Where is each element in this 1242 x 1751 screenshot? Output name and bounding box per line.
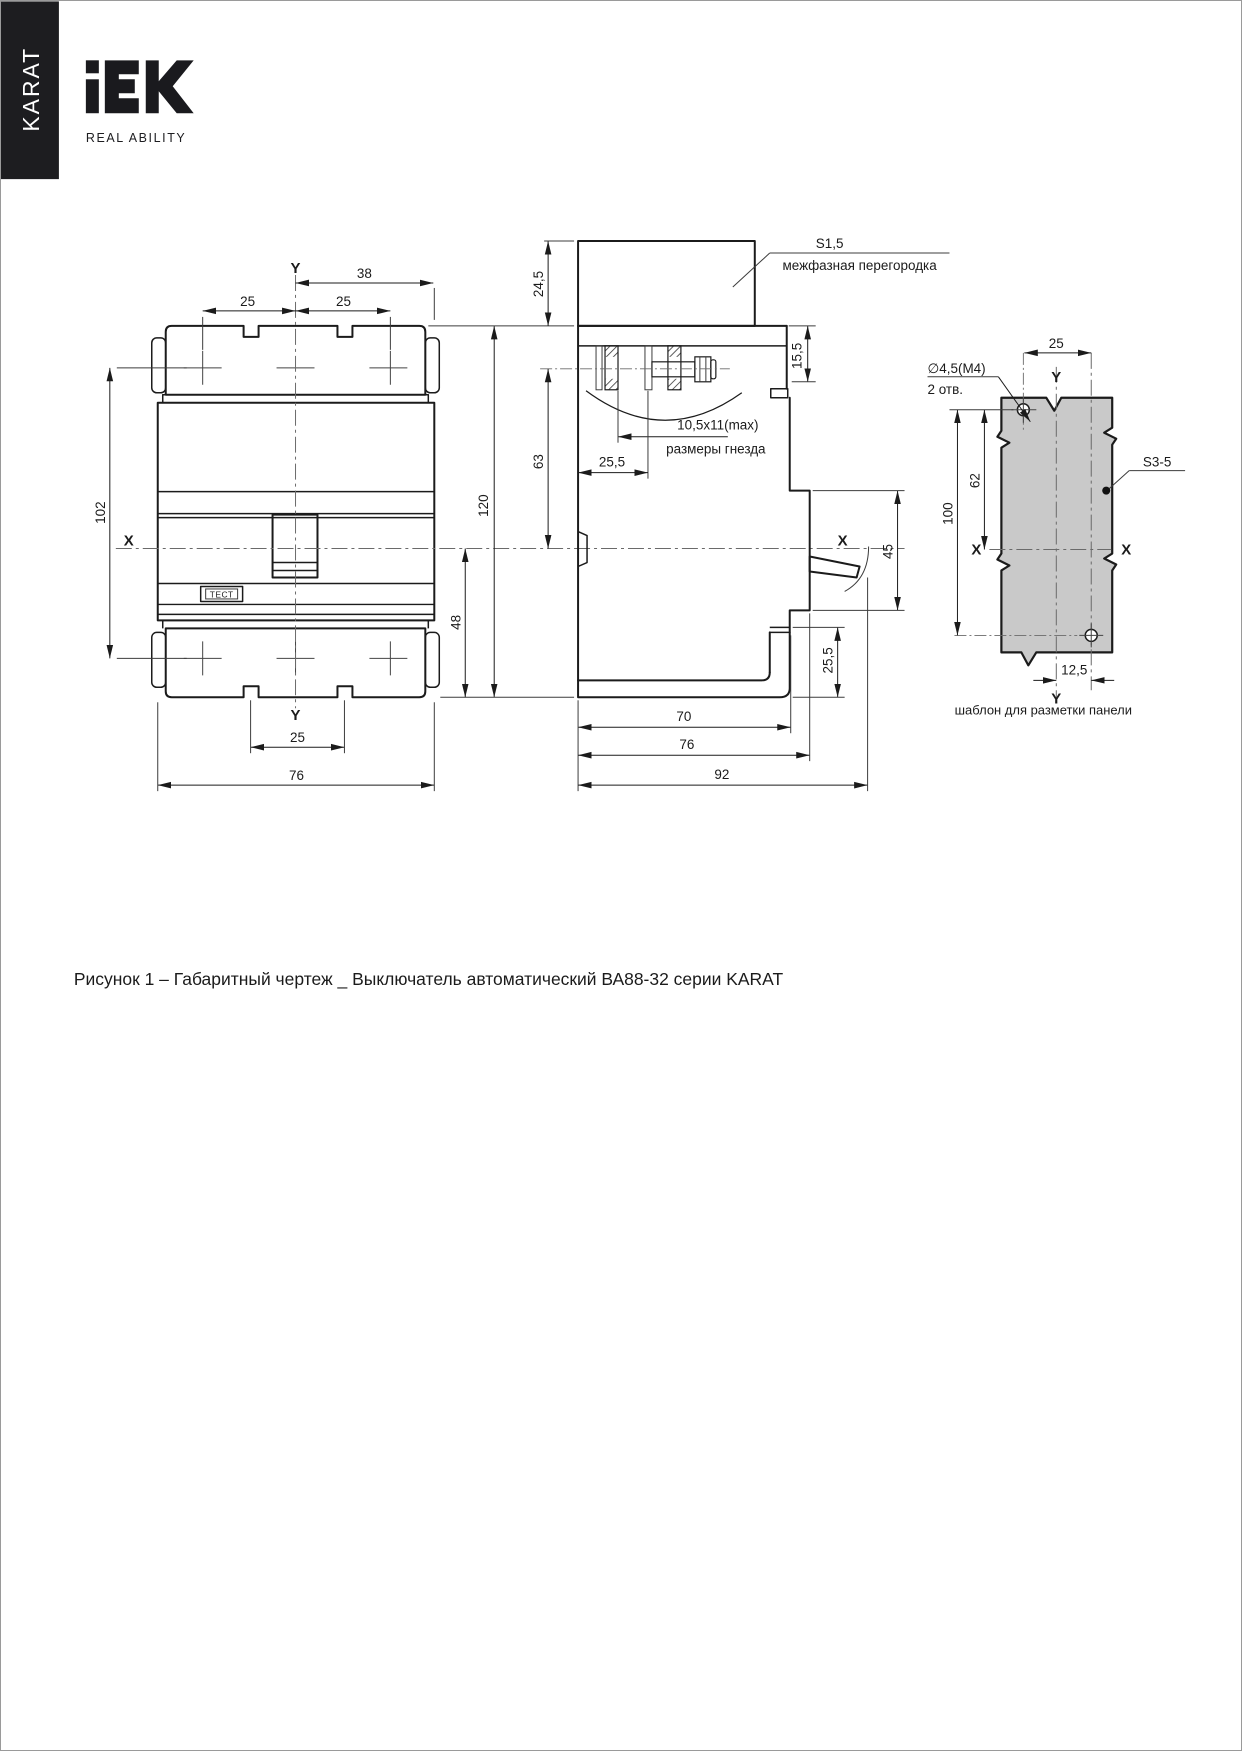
svg-text:70: 70 xyxy=(676,709,692,725)
svg-text:63: 63 xyxy=(531,454,547,470)
svg-text:45: 45 xyxy=(880,544,896,560)
dim-24-5 xyxy=(531,241,574,326)
figure-caption: Рисунок 1 – Габаритный чертеж _ Выключатель автоматический ВА88-32 серии KARAT xyxy=(73,968,784,989)
svg-text:размеры гнезда: размеры гнезда xyxy=(666,441,766,457)
dim-63 xyxy=(531,369,548,549)
dim-38 xyxy=(296,266,435,320)
iek-logo xyxy=(86,60,194,113)
svg-text:76: 76 xyxy=(289,768,305,784)
side-x-label: X xyxy=(837,532,848,550)
svg-text:38: 38 xyxy=(356,265,372,281)
svg-text:10,5x11(max): 10,5x11(max) xyxy=(677,417,759,433)
socket-size-label xyxy=(618,391,766,479)
svg-text:25: 25 xyxy=(290,730,306,746)
svg-text:62: 62 xyxy=(967,473,983,489)
front-view xyxy=(93,260,905,791)
dim-25-left xyxy=(203,294,296,350)
dim-120 xyxy=(428,326,574,697)
svg-text:12,5: 12,5 xyxy=(1061,662,1088,678)
side-view xyxy=(531,236,949,791)
dim-76-side xyxy=(578,613,810,761)
svg-text:24,5: 24,5 xyxy=(531,270,547,298)
svg-text:92: 92 xyxy=(714,767,730,783)
front-x-label: X xyxy=(123,532,134,550)
svg-text:25,5: 25,5 xyxy=(598,454,626,470)
terminal-screw-head xyxy=(695,357,711,382)
header xyxy=(1,1,194,179)
template-x-left-label: X xyxy=(971,541,982,559)
interphase-partition xyxy=(578,241,755,326)
wire-opening-arc xyxy=(586,391,742,420)
karat-vertical-label: KARAT xyxy=(17,46,44,132)
dim-92 xyxy=(578,577,868,791)
test-button xyxy=(201,586,243,601)
svg-text:76: 76 xyxy=(679,737,695,753)
dim-25-right xyxy=(296,294,391,350)
dim-25-5-upper xyxy=(578,455,648,473)
svg-text:25,5: 25,5 xyxy=(820,647,836,674)
svg-text:межфазная перегородка: межфазная перегородка xyxy=(782,257,937,273)
panel-template xyxy=(928,336,1186,717)
template-x-right-label: X xyxy=(1121,541,1132,559)
dim-70 xyxy=(578,635,791,791)
test-button-label: ТЕСТ xyxy=(209,589,234,600)
template-y-top-label: Y xyxy=(1051,368,1062,386)
svg-text:25: 25 xyxy=(335,293,351,309)
svg-text:S1,5: S1,5 xyxy=(815,236,844,252)
logo-tagline: REAL ABILITY xyxy=(85,131,187,146)
svg-text:100: 100 xyxy=(940,502,956,525)
dimensional-drawing xyxy=(1,1,1241,1750)
template-caption: шаблон для разметки панели xyxy=(954,702,1132,718)
svg-text:S3-5: S3-5 xyxy=(1142,454,1172,470)
svg-text:48: 48 xyxy=(448,614,464,630)
partition-label xyxy=(733,236,950,287)
terminal-screw-shaft xyxy=(652,362,695,377)
svg-text:25: 25 xyxy=(240,293,256,309)
svg-text:∅4,5(M4): ∅4,5(M4) xyxy=(927,360,986,376)
front-y-top-label: Y xyxy=(290,259,301,277)
dim-12-5 xyxy=(1033,662,1114,680)
svg-text:2 отв.: 2 отв. xyxy=(927,381,964,397)
svg-text:15,5: 15,5 xyxy=(789,342,805,369)
dim-25-5-lower xyxy=(793,627,845,697)
dim-45 xyxy=(813,491,905,611)
template-y-bottom-label: Y xyxy=(1051,690,1062,708)
dim-25-template xyxy=(1024,336,1091,353)
toggle-handle xyxy=(810,557,860,578)
svg-text:120: 120 xyxy=(476,494,492,517)
svg-text:102: 102 xyxy=(92,501,108,524)
handle-swing-arc xyxy=(845,547,869,592)
dim-62 xyxy=(967,410,984,550)
panel-thickness-label xyxy=(1102,455,1185,495)
dim-15-5 xyxy=(789,326,816,382)
dim-48 xyxy=(448,549,465,698)
svg-text:25: 25 xyxy=(1048,335,1064,351)
front-y-bottom-label: Y xyxy=(290,707,301,725)
